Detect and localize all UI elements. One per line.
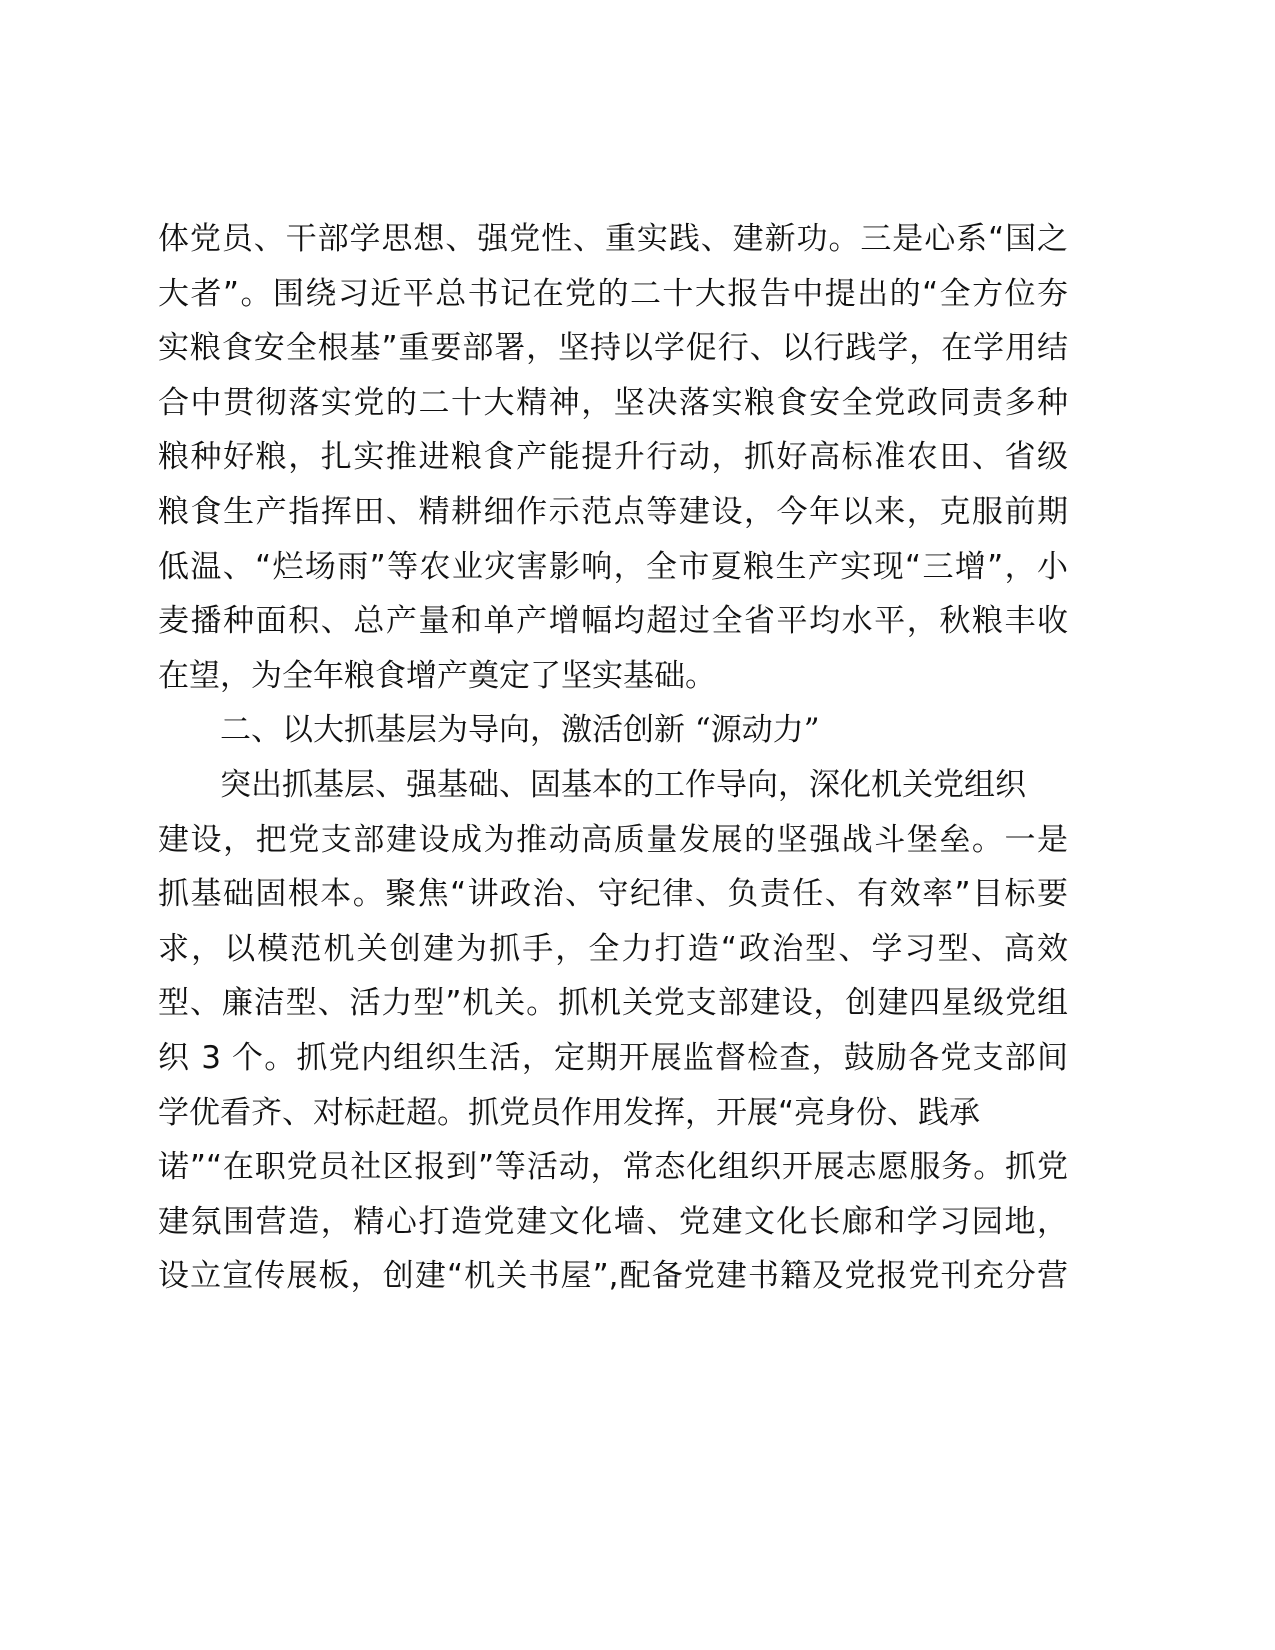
text-line: 实粮食安全根基”重要部署，坚持以学促行、以行践学，在学用结	[158, 330, 1068, 367]
text-line: 大者”。围绕习近平总书记在党的二十大报告中提出的“全方位夯	[158, 275, 1068, 312]
text-line: 型、廉洁型、活力型”机关。抓机关党支部建设，创建四星级党组	[158, 985, 1068, 1022]
text-line: 抓基础固根本。聚焦“讲政治、守纪律、负责任、有效率”目标要	[158, 876, 1068, 913]
section-heading: 二、以大抓基层为导向，激活创新 “源动力”	[220, 712, 820, 749]
text-line: 麦播种面积、总产量和单产增幅均超过全省平均水平，秋粮丰收	[158, 603, 1068, 640]
text-line: 合中贯彻落实党的二十大精神，坚决落实粮食安全党政同责多种	[158, 384, 1068, 421]
text-line: 粮种好粮，扎实推进粮食产能提升行动，抓好高标准农田、省级	[158, 439, 1068, 476]
text-line: 诺”“在职党员社区报到”等活动，常态化组织开展志愿服务。抓党	[158, 1149, 1068, 1186]
text-line: 织 3 个。抓党内组织生活，定期开展监督检查，鼓励各党支部间	[158, 1039, 1068, 1076]
text-line: 求，以模范机关创建为抓手，全力打造“政治型、学习型、高效	[158, 930, 1068, 967]
text-line: 建氛围营造，精心打造党建文化墙、党建文化长廊和学习园地，	[158, 1203, 1068, 1240]
text-line: 低温、“烂场雨”等农业灾害影响，全市夏粮生产实现“三增”，小	[158, 548, 1068, 585]
text-line: 设立宣传展板，创建“机关书屋”,配备党建书籍及党报党刊充分营	[158, 1258, 1068, 1295]
text-line: 建设，把党支部建设成为推动高质量发展的坚强战斗堡垒。一是	[158, 821, 1068, 858]
text-line: 粮食生产指挥田、精耕细作示范点等建设，今年以来，克服前期	[158, 493, 1068, 530]
body-text	[158, 212, 1068, 1304]
text-line: 学优看齐、对标赶超。抓党员作用发挥，开展“亮身份、践承	[158, 1094, 981, 1131]
text-line: 体党员、干部学思想、强党性、重实践、建新功。三是心系“国之	[158, 221, 1068, 257]
text-line: 在望，为全年粮食增产奠定了坚实基础。	[158, 657, 716, 694]
text-line: 突出抓基层、强基础、固基本的工作导向，深化机关党组织	[220, 766, 1026, 803]
